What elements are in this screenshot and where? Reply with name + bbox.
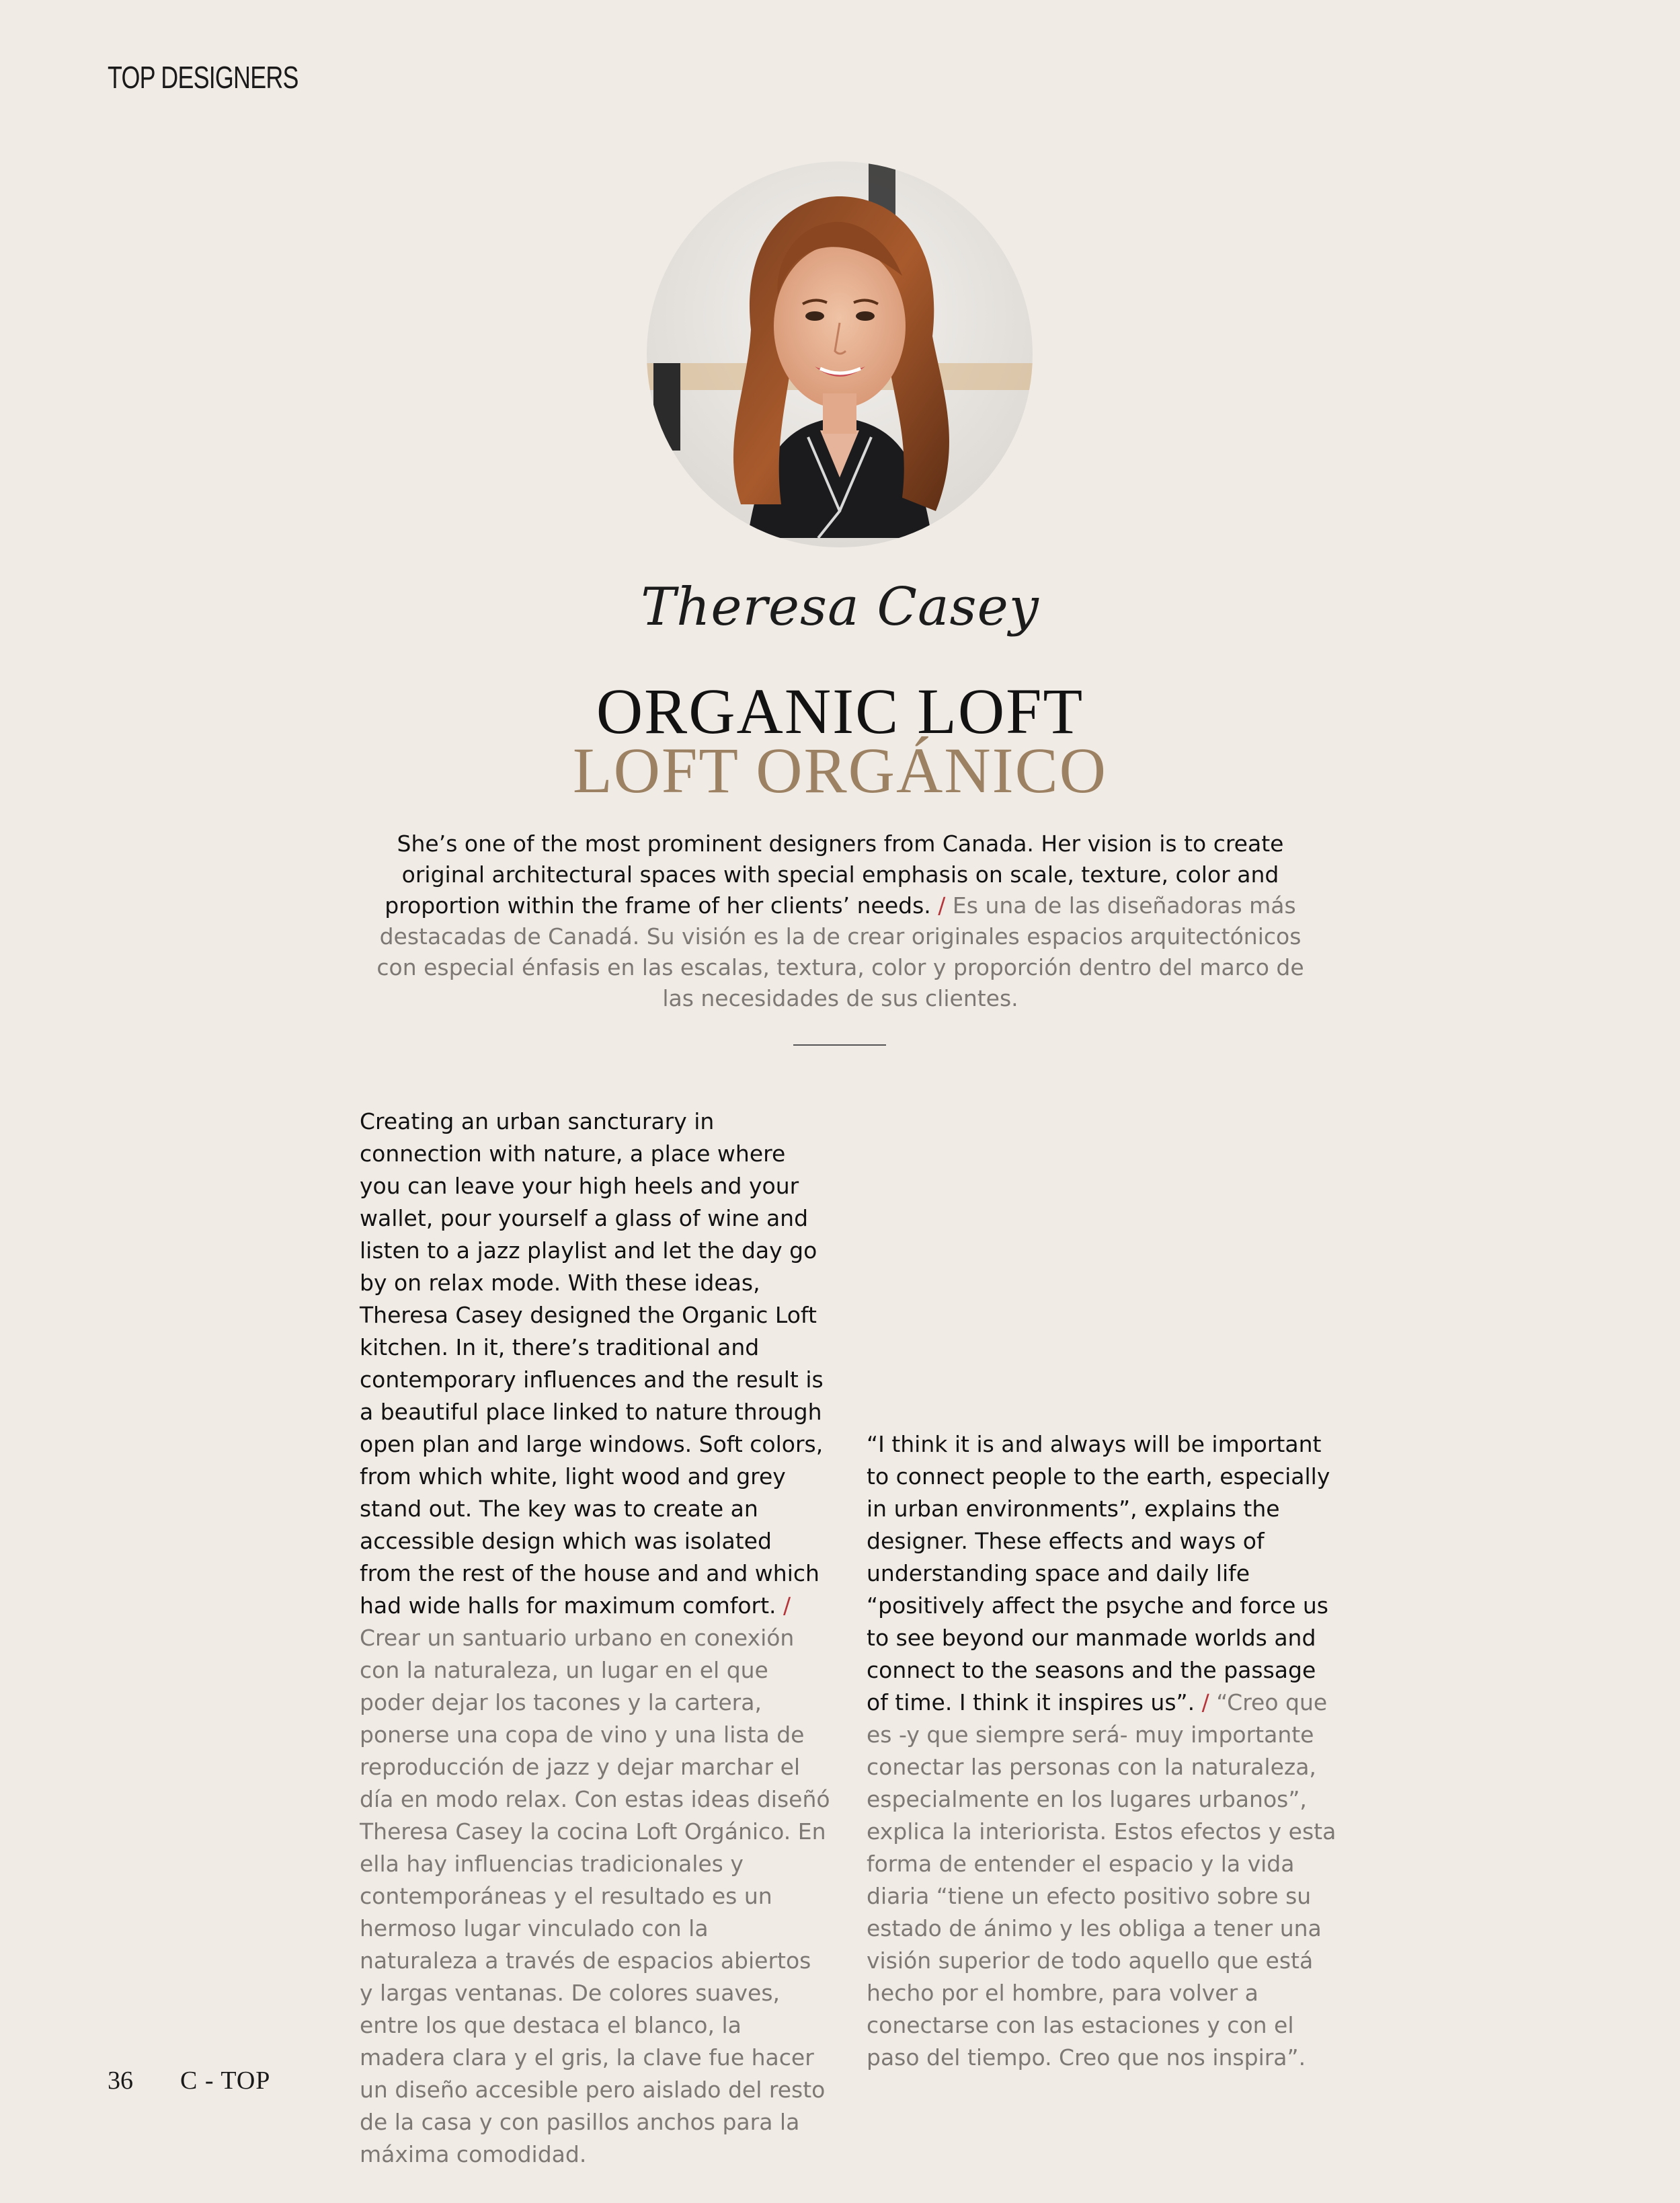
language-separator: / bbox=[1201, 1689, 1209, 1715]
intro-spanish: Es una de las diseñadoras más destacadas de Canadá. Su visión es la de crear originales espacios arquitectónicos con especial énfasis en las escalas, textura, color y proporción dentro del marco de las necesidades de sus clientes. bbox=[376, 892, 1304, 1011]
body-p1-spanish: Crear un santuario urbano en conexión con la naturaleza, un lugar en el que poder dejar los tacones y la cartera, ponerse una copa de vino y una lista de reproducción de jazz y dejar marchar el día en modo relax. Con estas ideas diseñó Theresa Casey la cocina Loft Orgánico. En ella hay influencias tradicionales y contemporáneas y el resultado es un hermoso lugar vinculado con la naturaleza a través de espacios abiertos y largas ventanas. De colores suaves, entre los que destaca el blanco, la madera clara y el gris, la clave fue hacer un diseño accesible pero aislado del resto de la casa y con pasillos anchos para la máxima comodidad. bbox=[360, 1625, 830, 2167]
portrait-image bbox=[647, 161, 1033, 547]
body-p1-english: Creating an urban sancturary in connection with nature, a place where you can leave your high heels and your wallet, pour yourself a glass of wine and listen to a jazz playlist and let the day go by on relax mode. With these ideas, Theresa Casey designed the Organic Loft kitchen. In it, there’s traditional and contemporary influences and the result is a beautiful place linked to nature through open plan and large windows. Soft colors, from which white, light wood and grey stand out. The key was to create an accessible design which was isolated from the rest of the house and and which had wide halls for maximum comfort. bbox=[360, 1108, 824, 1619]
language-separator: / bbox=[783, 1592, 791, 1619]
body-column-left bbox=[360, 1106, 830, 2203]
body-column-right bbox=[867, 1106, 1337, 2106]
magazine-brand: C - TOP bbox=[180, 2066, 271, 2095]
intro-english: She’s one of the most prominent designers from Canada. Her vision is to create original architectural spaces with special emphasis on scale, texture, color and proportion within the frame of her clients’ needs. bbox=[385, 830, 1284, 919]
body-p2-spanish: “Creo que es -y que siempre será- muy importante conectar las personas con la naturaleza, especialmente en los lugares urbanos”, explica la interiorista. Estos efectos y esta forma de entender el espacio y la vida diaria “tiene un efecto positivo sobre su estado de ánimo y les obliga a tener una visión superior de todo aquello que está hecho por el hombre, para volver a conectarse con las estaciones y con el paso del tiempo. Creo que nos inspira”. bbox=[867, 1689, 1336, 2071]
designer-signature: Theresa Casey bbox=[641, 577, 1039, 637]
title-spanish: LOFT ORGÁNICO bbox=[573, 734, 1107, 806]
section-divider bbox=[793, 1044, 886, 1046]
designer-portrait bbox=[647, 161, 1033, 547]
title-english: ORGANIC LOFT bbox=[596, 675, 1084, 747]
body-paragraph-2 bbox=[867, 1428, 1337, 2074]
body-paragraph-1 bbox=[360, 1106, 830, 2171]
page-number: 36 bbox=[108, 2066, 133, 2095]
body-p2-english: “I think it is and always will be important to connect people to the earth, especially in urban environments”, explains the designer. These effects and ways of understanding space and daily life “positively affect the psyche and force us to see beyond our manmade worlds and connect to the seasons and the passage of time. I think it inspires us”. bbox=[867, 1431, 1330, 1715]
language-separator: / bbox=[938, 892, 946, 919]
section-label: TOP DESIGNERS bbox=[108, 60, 298, 95]
intro-paragraph bbox=[360, 828, 1321, 1014]
